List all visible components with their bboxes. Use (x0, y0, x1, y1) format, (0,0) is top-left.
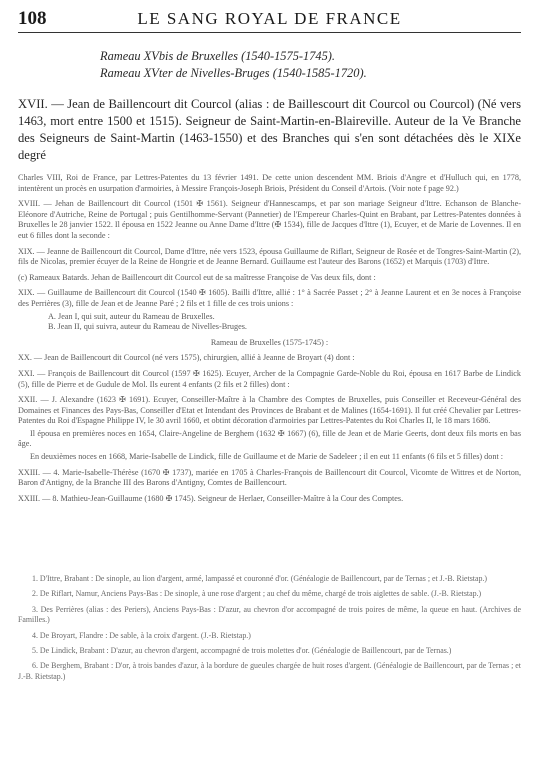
paragraph: XX. — Jean de Baillencourt dit Courcol (né vers 1575), chirurgien, allié à Jeanne de Broyart (4) dont : (18, 353, 355, 363)
page-header (18, 8, 521, 30)
page-number: 108 (18, 8, 47, 29)
header-rule (18, 32, 521, 33)
paragraph: XIX. — Guillaume de Baillencourt dit Courcol (1540 ✠ 1605). Bailli d'Ittre, allié : 1° à Sacrée Passet ; 2° à Jeanne Laurent et en 3e noces à Françoise des Perrières (3), fille de Jean et de Jeanne Paré ; 2 fils et 1 fille de ces trois unions : (18, 288, 521, 308)
paragraph: Il épousa en premières noces en 1654, Claire-Angeline de Berghem (1632 ✠ 1667) (6), fille de Jean et de Marie Geerts, dont deux fils morts en bas âge. (18, 428, 521, 449)
paragraph: (c) Rameaux Batards. Jehan de Baillencourt dit Courcol eut de sa maîtresse Françoise de Vas deux fils, dont : (18, 272, 376, 282)
sub-items (48, 312, 521, 333)
paragraph: XIX. — Jeanne de Baillencourt dit Courcol, Dame d'Ittre, née vers 1523, épousa Guillaume de Riflart, Seigneur de Rosée et de Tongres-Saint-Martin (2), fils de Nicolas, premier écuyer de la Reine de Hongrie et de Jeanne Bernard. Guillaume est l'auteur des Barons (1652) et Marquis (1703) d'Ittre. (18, 246, 521, 267)
main-entry: XVII. — Jean de Baillencourt dit Courcol (alias : de Baillescourt dit Courcol ou Courcol) (Né vers 1463, mort entre 1500 et 1515). Seigneur de Saint-Martin-en-Blaireville. Auteur de la Ve Branche des Seigneurs de Saint-Martin (1463-1550) et des Branches qui s'en sont détachées dès le XIXe degré (18, 97, 521, 162)
ramifications-block (100, 48, 460, 82)
footnote: 4. De Broyart, Flandre : De sable, à la croix d'argent. (J.-B. Rietstap.) (32, 630, 251, 640)
sub-item: A. Jean I, qui suit, auteur du Rameau de Bruxelles. (48, 311, 215, 321)
sub-item: B. Jean II, qui suivra, auteur du Rameau de Nivelles-Bruges. (48, 322, 247, 332)
genealogy-body (18, 173, 521, 509)
paragraph: XXIII. — 4. Marie-Isabelle-Thérèse (1670 ✠ 1737), mariée en 1705 à Charles-François de Baillencourt dit Courcol, Vicomte de Wittres et de Norton, Baron d'Antigny, de la Branche III des Barons d'Antigny, Comtes de Baillencourt. (18, 467, 521, 488)
rameau-nivelles-bruges: Rameau XVter de Nivelles-Bruges (1540-1585-1720). (100, 66, 367, 80)
rameau-bruxelles: Rameau XVbis de Bruxelles (1540-1575-1745). (100, 49, 336, 63)
footnote: 3. Des Perrières (alias : des Periers), Anciens Pays-Bas : D'azur, au chevron d'or accompagné de trois poires de même, la queue en haut. (Archives de Familles.) (18, 604, 521, 625)
paragraph: Charles VIII, Roi de France, par Lettres-Patentes du 13 février 1491. De cette union descendent MM. Briois d'Angre et d'Hulluch qui, en 1778, intentèrent un procès en usurpation d'armoiries, à Messire François-Joseph Briois, Président du Conseil d'Artois. (Voir note f page 92.) (18, 173, 521, 193)
paragraph: XXII. — J. Alexandre (1623 ✠ 1691). Ecuyer, Conseiller-Maître à la Chambre des Comptes de Bruxelles, puis Conseiller et Receveur-Général des Domaines et Finances des Pays-Bas, Conseiller d'Etat et Intendant des Provinces de Brabant et de Malines (1654-1691). Il fut créé Chevalier par Lettres-Patentes du Roi d'Espagne Philippe IV, le 30 avril 1660, et obtint décoration d'armoiries par Lettres-Patentes du Roi Charles II, le 18 mars 1686. (18, 395, 521, 426)
footnote: 1. D'Ittre, Brabant : De sinople, au lion d'argent, armé, lampassé et couronné d'or. (Généalogie de Baillencourt, par de Ternas ; et J.-B. Rietstap.) (32, 574, 488, 583)
footnote: 2. De Riflart, Namur, Anciens Pays-Bas : De sinople, à une rose d'argent ; au chef du même, chargé de trois aiglettes de sable. (J.-B. Rietstap.) (32, 589, 482, 599)
paragraph: XXI. — François de Baillencourt dit Courcol (1597 ✠ 1625). Ecuyer, Archer de la Compagnie Garde-Noble du Roi, épousa en 1617 Barbe de Lindick (5), fille de Pierre et de Gudule de Mol. Ils eurent 4 enfants (2 fils et 2 filles) dont : (18, 368, 521, 389)
paragraph: XXIII. — 8. Mathieu-Jean-Guillaume (1680 ✠ 1745). Seigneur de Herlaer, Conseiller-Maître à la Cour des Comptes. (18, 493, 404, 503)
section-heading: Rameau de Bruxelles (1575-1745) : (210, 337, 329, 347)
footnote: 5. De Lindick, Brabant : D'azur, au chevron d'argent, accompagné de trois molettes d'or. (Généalogie de Baillencourt, par de Ternas.) (32, 646, 452, 656)
running-title: LE SANG ROYAL DE FRANCE (137, 9, 402, 28)
paragraph: XVIII. — Jehan de Baillencourt dit Courcol (1501 ✠ 1561). Seigneur d'Hannescamps, et par son mariage Seigneur d'Ittre. Echanson de Blanche-Eléonore d'Autriche, Reine de Portugal ; puis Gentilhomme-Servant (Pannetier) de l'Empereur Charles-Quint en Brabant, par Lettres-Patentes données à Bruxelles le 28 janvier 1522. Il épousa en 1522 Jeanne ou Anne Dame d'Ittre (✠ 1534), fille de Jacques d'Ittre (1), Ecuyer, et de Marie de Lovennes. Il en eut 6 filles dont la seconde : (18, 199, 521, 240)
paragraph: En deuxièmes noces en 1668, Marie-Isabelle de Lindick, fille de Guillaume et de Marie de Sadeleer ; il en eut 11 enfants (6 fils et 5 filles) dont : (30, 452, 504, 462)
footnotes (18, 574, 521, 687)
footnote: 6. De Berghem, Brabant : D'or, à trois bandes d'azur, à la bordure de gueules chargée de huit roses d'argent. (Généalogie de Baillencourt, par de Ternas ; et J.-B. Rietstap.) (18, 661, 521, 681)
